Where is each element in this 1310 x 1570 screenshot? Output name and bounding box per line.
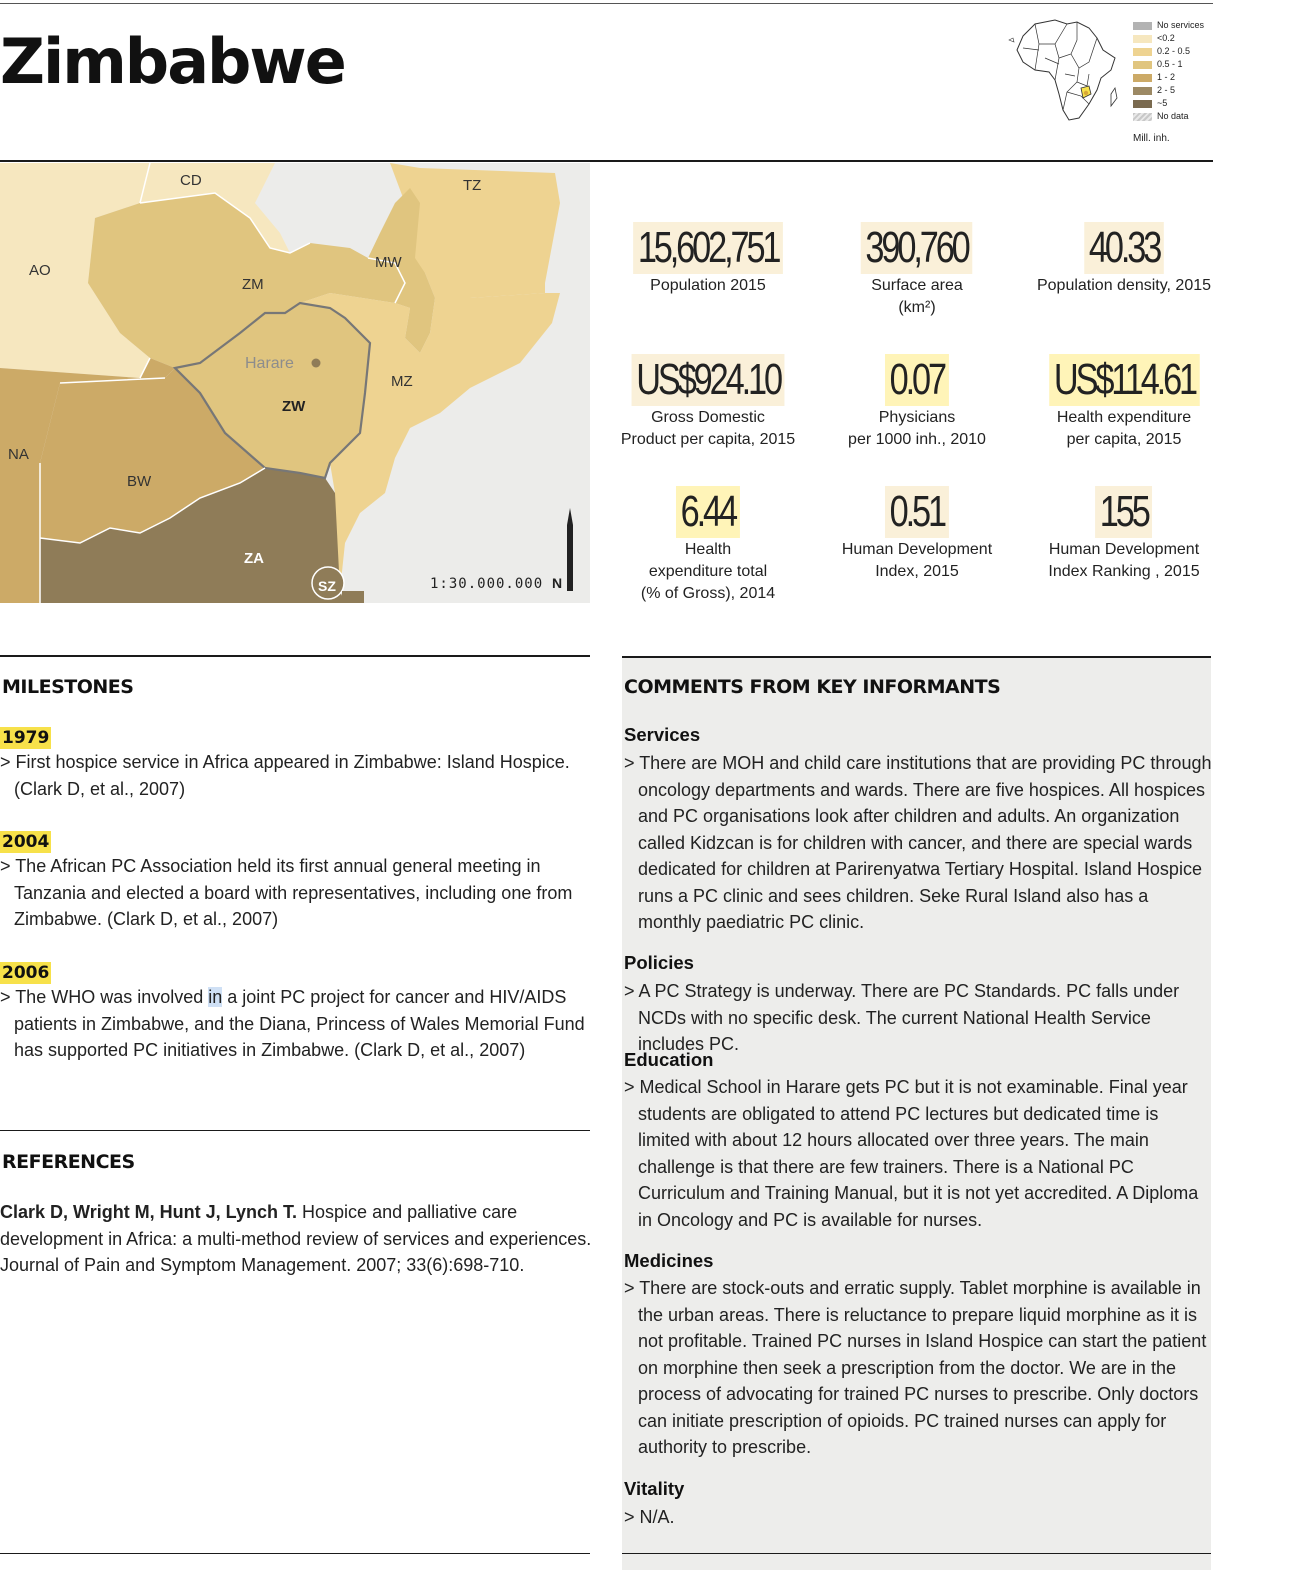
milestones-heading: MILESTONES xyxy=(2,676,134,698)
comment-title-vitality: Vitality xyxy=(624,1478,685,1499)
legend-item xyxy=(1133,110,1204,123)
label-na: NA xyxy=(8,446,29,463)
references-rule xyxy=(0,1130,590,1131)
legend-label: No data xyxy=(1157,111,1189,121)
stat-card xyxy=(1024,222,1224,297)
legend-label: 1 - 2 xyxy=(1157,72,1176,82)
milestone-text-part: > The WHO was involved xyxy=(0,987,209,1007)
legend-item xyxy=(1133,58,1204,71)
legend-item xyxy=(1133,84,1204,97)
reference-authors: Clark D, Wright M, Hunt J, Lynch T. xyxy=(0,1202,298,1222)
legend-label: No services xyxy=(1157,20,1205,30)
label-zw: ZW xyxy=(282,398,306,415)
label-mw: MW xyxy=(375,254,402,271)
bottom-rule xyxy=(0,1553,590,1554)
stat-label: Physicians per 1000 inh., 2010 xyxy=(848,409,986,448)
label-mz: MZ xyxy=(391,373,413,390)
comment-title-medicines: Medicines xyxy=(624,1250,714,1271)
milestone-text: > First hospice service in Africa appeared in Zimbabwe: Island Hospice. (Clark D, et al., 2007) xyxy=(0,752,570,799)
stat-value: 15,602,751 xyxy=(633,222,783,274)
reference-entry xyxy=(0,1199,592,1279)
map-legend xyxy=(1133,19,1204,123)
comments-panel xyxy=(622,656,1211,1570)
milestone-year: 2006 xyxy=(2,963,50,983)
stat-card xyxy=(608,222,808,297)
milestones-rule xyxy=(0,655,590,657)
comment-title-policies: Policies xyxy=(624,952,694,973)
legend-label: ~5 xyxy=(1157,98,1168,108)
stat-card xyxy=(608,354,808,451)
stat-value: 0.51 xyxy=(885,486,949,538)
label-sz: SZ xyxy=(318,578,336,594)
milestone-1979 xyxy=(0,727,604,802)
stat-value: 40.33 xyxy=(1084,222,1164,274)
legend-item xyxy=(1133,32,1204,45)
north-arrow-icon xyxy=(567,508,573,591)
stat-card xyxy=(817,486,1017,583)
milestone-text xyxy=(0,984,604,1064)
stat-value: 6.44 xyxy=(676,486,740,538)
stat-label: Population 2015 xyxy=(650,277,766,294)
comments-heading: COMMENTS FROM KEY INFORMANTS xyxy=(624,676,1001,698)
label-cd: CD xyxy=(180,172,202,189)
milestone-text-part: a joint PC project for cancer and HIV/AIDS patients in Zimbabwe, and the Diana, Princess of Wales Memorial Fund has supported PC initiatives in Zimbabwe. (Clark D, et al., 2007) xyxy=(14,987,585,1060)
stat-value: US$924.10 xyxy=(631,354,784,406)
legend-label: 2 - 5 xyxy=(1157,85,1176,95)
stat-card xyxy=(608,486,808,605)
legend-swatch xyxy=(1133,48,1152,56)
label-tz: TZ xyxy=(463,177,482,194)
stat-label: Population density, 2015 xyxy=(1036,277,1212,294)
comment-title-services: Services xyxy=(624,724,701,745)
selected-text[interactable]: in xyxy=(208,987,223,1007)
references-heading: REFERENCES xyxy=(2,1151,135,1173)
comment-text-education: > Medical School in Harare gets PC but it is not examinable. Final year students are obligated to attend PC lectures but dedicated time is limited with about 12 hours allocated over three years. The main challenge is that there are few trainers. There is a National PC Curriculum and Training Manual, but it is not yet accredited. A Diploma in Oncology and PC is available for nurses. xyxy=(624,1077,1199,1230)
comment-text-medicines: > There are stock-outs and erratic supply. Tablet morphine is available in the urban areas. There is reluctance to prepare liquid morphine as it is not profitable. Trained PC nurses in Island Hospice can start the patient on morphine then seek a prescription from the doctor. We are in the process of advocating for trained PC nurses to prescribe. Only doctors can initiate prescription of opioids. PC trained nurses can apply for authority to prescribe. xyxy=(624,1278,1207,1457)
legend-label: 0.2 - 0.5 xyxy=(1157,46,1191,56)
label-za: ZA xyxy=(244,550,264,567)
stat-card xyxy=(817,354,1017,451)
legend-swatch xyxy=(1133,74,1152,82)
comment-text-services: > There are MOH and child care institutions that are providing PC through oncology departments and wards. There are five hospices. All hospices and PC organisations look after children and adults. An organization called Kidzcan is for children with cancer, and there are special wards dedicated for children at Parirenyatwa Tertiary Hospital. Island Hospice runs a PC clinic and sees children. Seke Rural Island also has a monthly paediatric PC clinic. xyxy=(624,753,1212,932)
comment-text-policies: > A PC Strategy is underway. There are PC Standards. PC falls under NCDs with no specific desk. The current National Health Service includes PC. xyxy=(624,981,1180,1054)
legend-swatch xyxy=(1133,87,1152,95)
label-bw: BW xyxy=(127,473,152,490)
stat-card xyxy=(1024,354,1224,451)
north-label: N xyxy=(552,575,563,591)
stat-label: Health expenditure total (% of Gross), 2014 xyxy=(640,541,776,602)
legend-item xyxy=(1133,19,1204,32)
header-rule xyxy=(0,160,1213,162)
legend-item xyxy=(1133,45,1204,58)
stat-label: Human Development Index, 2015 xyxy=(841,541,993,580)
legend-swatch xyxy=(1133,61,1152,69)
legend-swatch xyxy=(1133,100,1152,108)
stat-value: 390,760 xyxy=(861,222,973,274)
legend-unit: Mill. inh. xyxy=(1133,133,1170,144)
milestone-year: 1979 xyxy=(2,728,50,748)
stat-card xyxy=(1024,486,1224,583)
comment-text-vitality: > N/A. xyxy=(624,1507,675,1527)
legend-swatch xyxy=(1133,22,1152,30)
comment-title-education: Education xyxy=(624,1049,714,1070)
legend-label: 0.5 - 1 xyxy=(1157,59,1183,69)
region-map xyxy=(0,163,590,603)
stat-card xyxy=(817,222,1017,319)
page-title: Zimbabwe xyxy=(0,25,345,98)
stat-label: Human Development Index Ranking , 2015 xyxy=(1048,541,1200,580)
label-zm: ZM xyxy=(242,276,264,293)
stat-label: Surface area (km²) xyxy=(871,277,963,316)
milestone-text: > The African PC Association held its first annual general meeting in Tanzania and elected a board with representatives, including one from Zimbabwe. (Clark D, et al., 2007) xyxy=(0,856,573,929)
stat-value: US$114.61 xyxy=(1049,354,1199,406)
stat-label: Gross Domestic Product per capita, 2015 xyxy=(620,409,796,448)
legend-label: <0.2 xyxy=(1157,33,1175,43)
legend-item xyxy=(1133,97,1204,110)
legend-swatch xyxy=(1133,113,1152,121)
capital-label: Harare xyxy=(245,355,294,372)
stat-value: 0.07 xyxy=(885,354,949,406)
reference-text: Hospice and palliative care development in Africa: a multi-method review of services and experiences. Journal of Pain and Symptom Management. 2007; 33(6):698-710. xyxy=(0,1202,592,1275)
milestone-year: 2004 xyxy=(2,832,50,852)
milestone-2004 xyxy=(0,831,604,933)
stat-value: 155 xyxy=(1095,486,1152,538)
milestone-2006 xyxy=(0,962,604,1064)
stat-label: Health expenditure per capita, 2015 xyxy=(1056,409,1192,448)
legend-item xyxy=(1133,71,1204,84)
label-ao: AO xyxy=(29,262,51,279)
africa-locator-map xyxy=(1005,14,1125,124)
top-rule xyxy=(0,3,1213,4)
capital-marker xyxy=(312,359,321,368)
map-scale: 1:30.000.000 xyxy=(430,576,544,592)
legend-swatch xyxy=(1133,35,1152,43)
